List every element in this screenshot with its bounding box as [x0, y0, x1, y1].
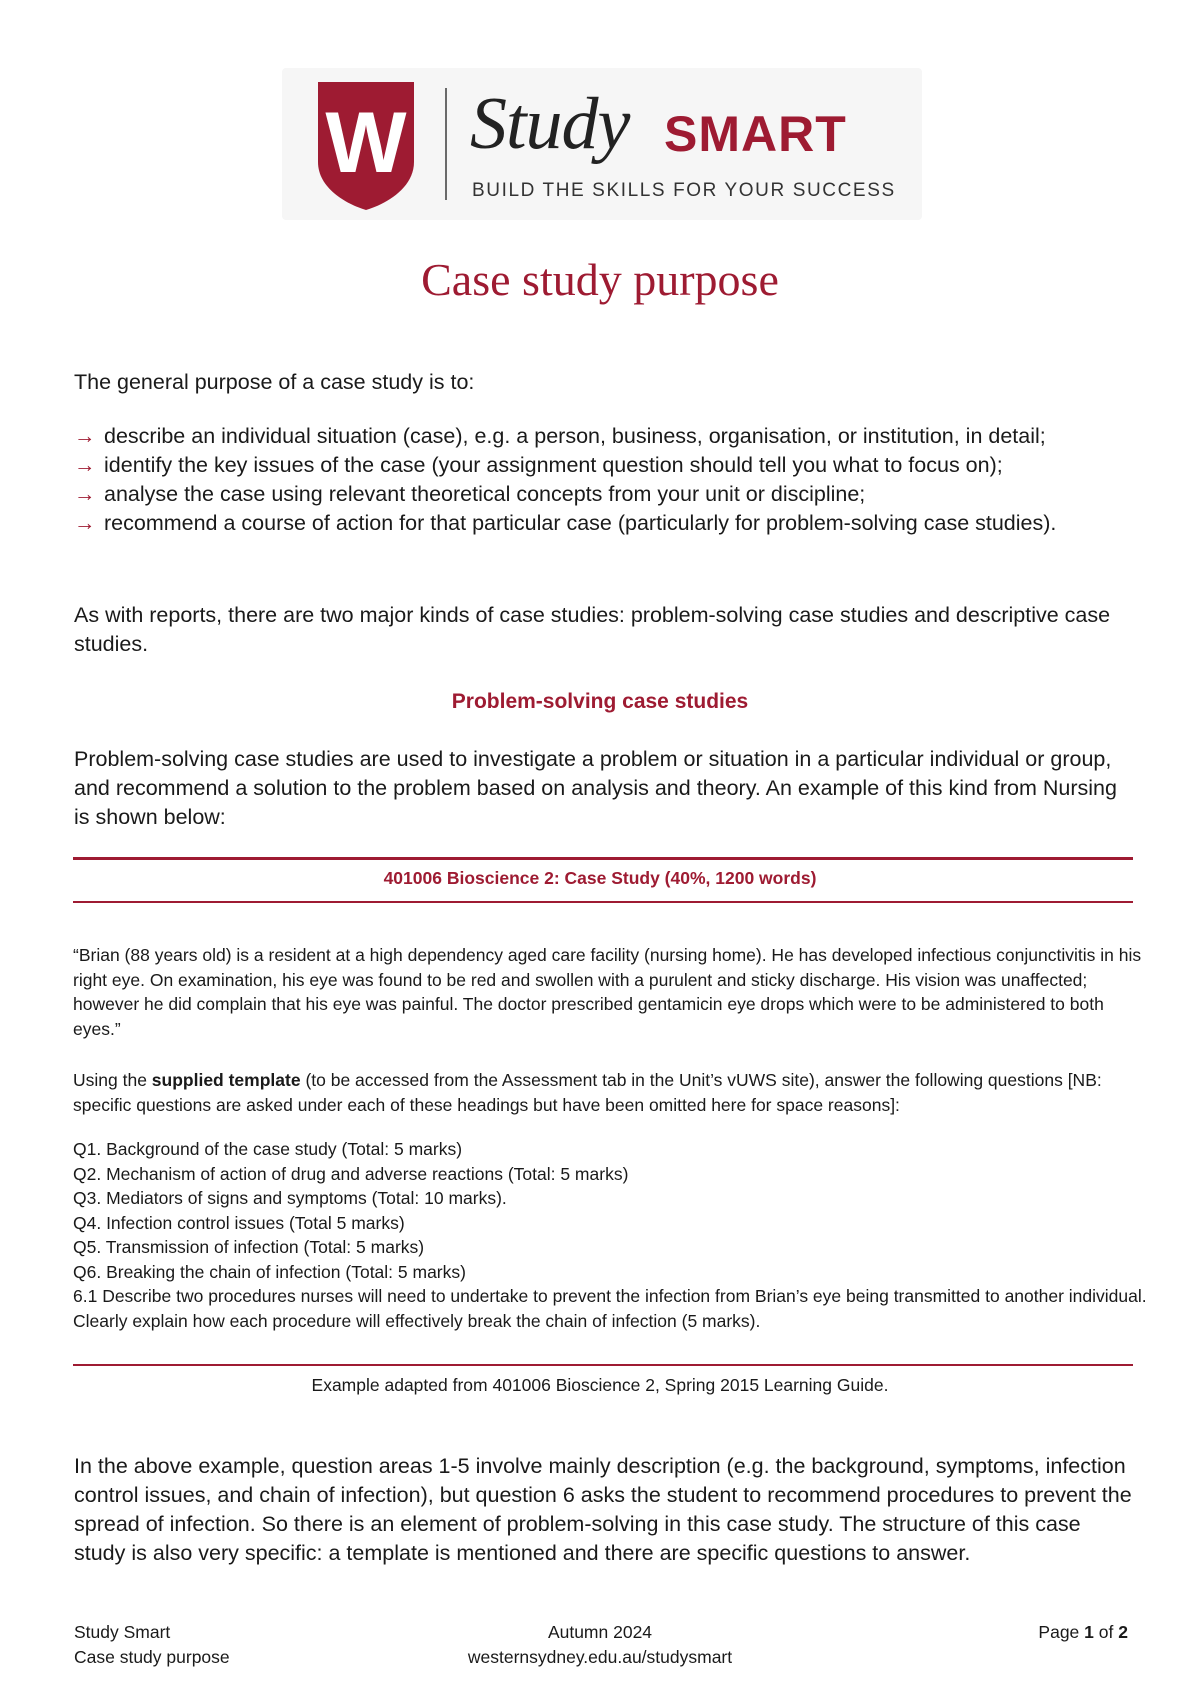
footer-doc-title: Case study purpose: [74, 1647, 230, 1667]
logo-tagline: BUILD THE SKILLS FOR YOUR SUCCESS: [472, 180, 896, 201]
logo-smart-word: SMART: [664, 106, 847, 162]
list-item: Q4. Infection control issues (Total 5 marks): [73, 1212, 405, 1233]
list-item: 6.1 Describe two procedures nurses will need to undertake to prevent the infection from Brian’s eye being transmitted to another individual. Clearly explain how each procedure will effectively break the chain of infection (5 marks).: [73, 1286, 1147, 1331]
logo-divider: [445, 88, 447, 200]
page-footer: [0, 1620, 1200, 1680]
list-item: Q2. Mechanism of action of drug and adverse reactions (Total: 5 marks): [73, 1163, 629, 1184]
question-list: [73, 1137, 1148, 1333]
section-heading: Problem-solving case studies: [451, 690, 749, 713]
purpose-list: [74, 422, 1144, 538]
list-item: Q5. Transmission of infection (Total: 5 marks): [73, 1237, 425, 1257]
study-smart-logo: [282, 68, 922, 220]
instructions-paragraph: Using the supplied template (to be accessed from the Assessment tab in the Unit’s vUWS site), answer the following questions [NB: specific questions are asked under each of these headings but have been omitted here for space reasons]:: [73, 1070, 1102, 1115]
logo-study-word: Study: [470, 83, 630, 165]
footer-center: [0, 1620, 1200, 1670]
right-arrow-icon: →: [74, 424, 96, 448]
list-item: Q6. Breaking the chain of infection (Total: 5 marks): [73, 1261, 466, 1282]
list-item: Q1. Background of the case study (Total: 5 marks): [73, 1139, 463, 1159]
box-heading-rule: [73, 901, 1133, 903]
kinds-paragraph: As with reports, there are two major kinds of case studies: problem-solving case studies and descriptive case studies.: [74, 603, 1111, 656]
page-title: Case study purpose: [421, 254, 779, 305]
footer-term: Autumn 2024: [547, 1622, 653, 1642]
right-arrow-icon: →: [74, 511, 96, 535]
shield-letter: W: [325, 95, 407, 191]
case-quote: “Brian (88 years old) is a resident at a high dependency aged care facility (nursing home). He has developed infectious conjunctivitis in his right eye. On examination, his eye was found to be red and swollen with a purulent and sticky discharge. His vision was unaffected; however he did complain that his eye was painful. The doctor prescribed gentamicin eye drops which were to be administered to both eyes.”: [73, 945, 1142, 1039]
example-heading: 401006 Bioscience 2: Case Study (40%, 1200 words): [383, 868, 817, 888]
right-arrow-icon: →: [74, 453, 96, 477]
list-item: → identify the key issues of the case (your assignment question should tell you what to focus on);: [74, 451, 1144, 480]
right-arrow-icon: →: [74, 482, 96, 506]
problem-paragraph: Problem-solving case studies are used to investigate a problem or situation in a particular individual or group, and recommend a solution to the problem based on analysis and theory. An example of this kind from Nursing is shown below:: [74, 747, 1117, 829]
wsu-shield-icon: [314, 78, 418, 214]
box-top-rule: [73, 857, 1133, 860]
list-item: Q3. Mediators of signs and symptoms (Total: 10 marks).: [73, 1188, 507, 1208]
list-item: → describe an individual situation (case), e.g. a person, business, organisation, or institution, in detail;: [74, 422, 1144, 451]
list-item: → analyse the case using relevant theoretical concepts from your unit or discipline;: [74, 480, 1144, 509]
summary-paragraph: In the above example, question areas 1-5 involve mainly description (e.g. the background, symptoms, infection control issues, and chain of infection), but question 6 asks the student to recommend procedures to prevent the spread of infection. So there is an element of problem-solving in this case study. The structure of this case study is also very specific: a template is mentioned and there are specific questions to answer.: [74, 1454, 1132, 1565]
supplied-template-emphasis: supplied template: [151, 1070, 301, 1090]
footer-series: Study Smart: [74, 1622, 171, 1642]
footer-url[interactable]: westernsydney.edu.au/studysmart: [467, 1647, 733, 1667]
list-item: → recommend a course of action for that particular case (particularly for problem-solving case studies).: [74, 509, 1144, 538]
intro-paragraph: The general purpose of a case study is to:: [74, 370, 475, 394]
example-caption: Example adapted from 401006 Bioscience 2, Spring 2015 Learning Guide.: [311, 1375, 889, 1395]
page-number: Page 1 of 2: [1038, 1622, 1128, 1642]
box-bottom-rule: [73, 1364, 1133, 1366]
